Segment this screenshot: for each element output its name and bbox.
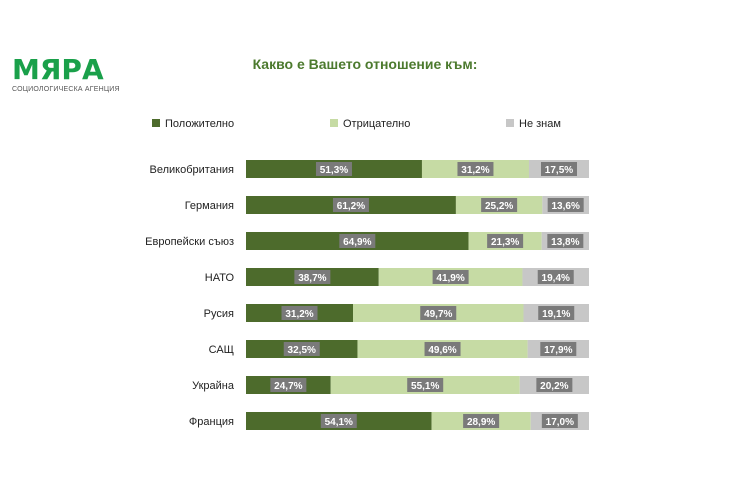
logo-subtitle: СОЦИОЛОГИЧЕСКА АГЕНЦИЯ [12,86,120,93]
data-label-negative: 25,2% [484,201,514,212]
data-label-positive: 61,2% [336,201,366,212]
data-label-negative: 49,7% [424,309,453,320]
data-label-unknown: 19,1% [542,309,571,320]
data-label-negative: 31,2% [461,165,490,176]
data-label-unknown: 13,6% [551,201,580,212]
category-label: Великобритания [149,164,234,176]
legend-swatch-negative [330,119,338,127]
logo-wordmark: МЯРА [12,53,104,86]
data-label-unknown: 20,2% [540,381,569,392]
data-label-positive: 32,5% [287,345,316,356]
data-label-negative: 28,9% [466,417,496,428]
data-label-positive: 38,7% [298,273,327,284]
data-label-unknown: 19,4% [541,273,570,284]
data-label-unknown: 13,8% [551,237,580,248]
data-label-negative: 41,9% [436,273,465,284]
category-label: Германия [184,200,234,212]
category-label: Русия [203,308,234,320]
data-label-positive: 24,7% [274,381,303,392]
category-label: Европейски съюз [145,236,234,248]
legend-swatch-unknown [506,119,514,127]
data-label-positive: 64,9% [343,237,372,248]
data-label-unknown: 17,9% [544,345,573,356]
legend-swatch-positive [152,119,160,127]
legend-label-positive: Положително [165,118,235,130]
category-label: Франция [188,416,234,428]
chart-title: Какво е Вашето отношение към: [252,56,478,72]
data-label-positive: 51,3% [319,165,349,176]
legend-label-negative: Отрицателно [343,118,411,130]
data-label-unknown: 17,5% [544,165,574,176]
category-label: НАТО [204,272,234,284]
category-label: Украйна [192,380,234,392]
data-label-positive: 54,1% [324,417,353,428]
legend-label-unknown: Не знам [519,118,561,130]
data-label-negative: 21,3% [490,237,520,248]
data-label-negative: 55,1% [411,381,440,392]
data-label-negative: 49,6% [428,345,457,356]
data-label-positive: 31,2% [285,309,314,320]
data-label-unknown: 17,0% [545,417,575,428]
category-label: САЩ [208,344,234,356]
